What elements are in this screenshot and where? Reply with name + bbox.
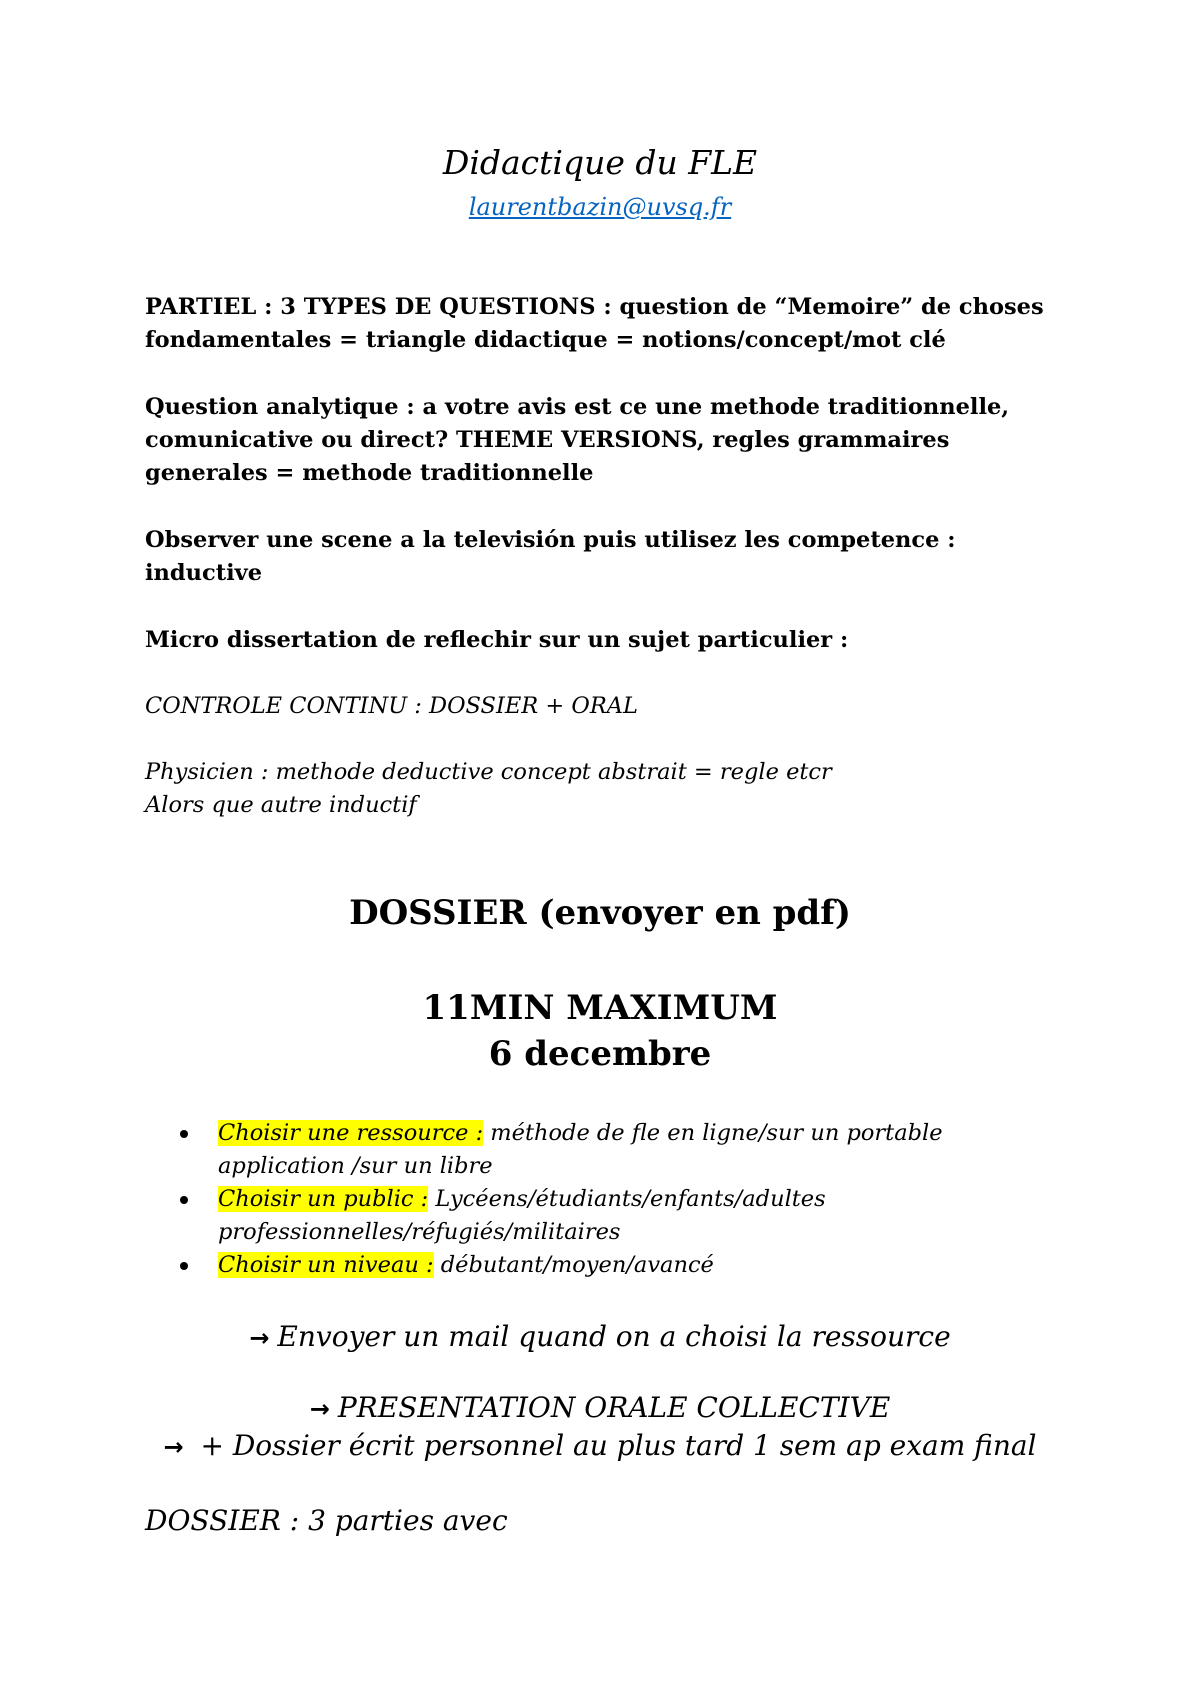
item-text-continued: professionnelles/réfugiés/militaires [218,1219,621,1245]
choices-list [145,1117,1075,1282]
mail-text: Envoyer un mail quand on a choisi la ressource [277,1320,951,1353]
physicien-line-1: Physicien : methode deductive concept abstrait = regle etcr [145,759,832,785]
presentation-text: PRESENTATION ORALE COLLECTIVE [337,1391,891,1424]
physicien-line-2: Alors que autre inductif [145,792,417,818]
arrow-right-icon: → [249,1324,270,1352]
micro-line-1: Micro dissertation de reflechir sur un sujet particulier : [145,627,849,653]
item-text-continued: application /sur un libre [218,1153,493,1179]
email-link[interactable]: laurentbazin@uvsq.fr [468,193,732,221]
email-line [145,192,1055,222]
list-item [145,1183,1075,1249]
bullet-dot-icon [180,1262,188,1270]
physicien-paragraph [145,756,1075,822]
partiel-line-1: PARTIEL : 3 TYPES DE QUESTIONS : question de “Memoire” de choses [145,294,1044,320]
analytique-line-1: Question analytique : a votre avis est ce une methode traditionnelle, [145,394,1010,420]
bullet-dot-icon [180,1130,188,1138]
item-text: débutant/moyen/avancé [433,1252,714,1278]
controle-paragraph [145,690,1075,723]
arrow-right-icon: → [163,1433,184,1461]
list-item [145,1117,1075,1183]
partiel-line-2: fondamentales = triangle didactique = notions/concept/mot clé [145,327,946,353]
parties-line: DOSSIER : 3 parties avec [145,1504,508,1537]
ecrit-text: + Dossier écrit personnel au plus tard 1 sem ap exam final [191,1429,1037,1462]
observer-line-1: Observer une scene a la televisión puis utilisez les competence : [145,527,956,553]
document-title: Didactique du FLE [442,143,758,182]
highlighted-label: Choisir un public : [218,1186,429,1212]
item-text: Lycéens/étudiants/enfants/adultes [428,1186,826,1212]
highlighted-label: Choisir une ressource : [218,1120,484,1146]
mail-instruction [145,1318,1055,1357]
date-heading: 6 decembre [488,1034,712,1074]
partiel-paragraph [145,291,1075,357]
analytique-line-3: generales = methode traditionnelle [145,460,594,486]
arrow-right-icon: → [309,1395,330,1423]
analytique-paragraph [145,391,1075,490]
observer-paragraph [145,524,1075,590]
duration-heading: 11MIN MAXIMUM [422,988,778,1028]
controle-line-1: CONTROLE CONTINU : DOSSIER + ORAL [145,693,638,719]
observer-line-2: inductive [145,560,263,586]
highlighted-label: Choisir un niveau : [218,1252,434,1278]
micro-paragraph [145,624,1075,657]
dossier-heading: DOSSIER (envoyer en pdf) [349,893,851,933]
ecrit-instruction [145,1427,1055,1466]
presentation-instruction [145,1389,1055,1428]
list-item [145,1249,1075,1282]
item-text: méthode de fle en ligne/sur un portable [483,1120,943,1146]
analytique-line-2: comunicative ou direct? THEME VERSIONS, regles grammaires [145,427,950,453]
bullet-dot-icon [180,1196,188,1204]
